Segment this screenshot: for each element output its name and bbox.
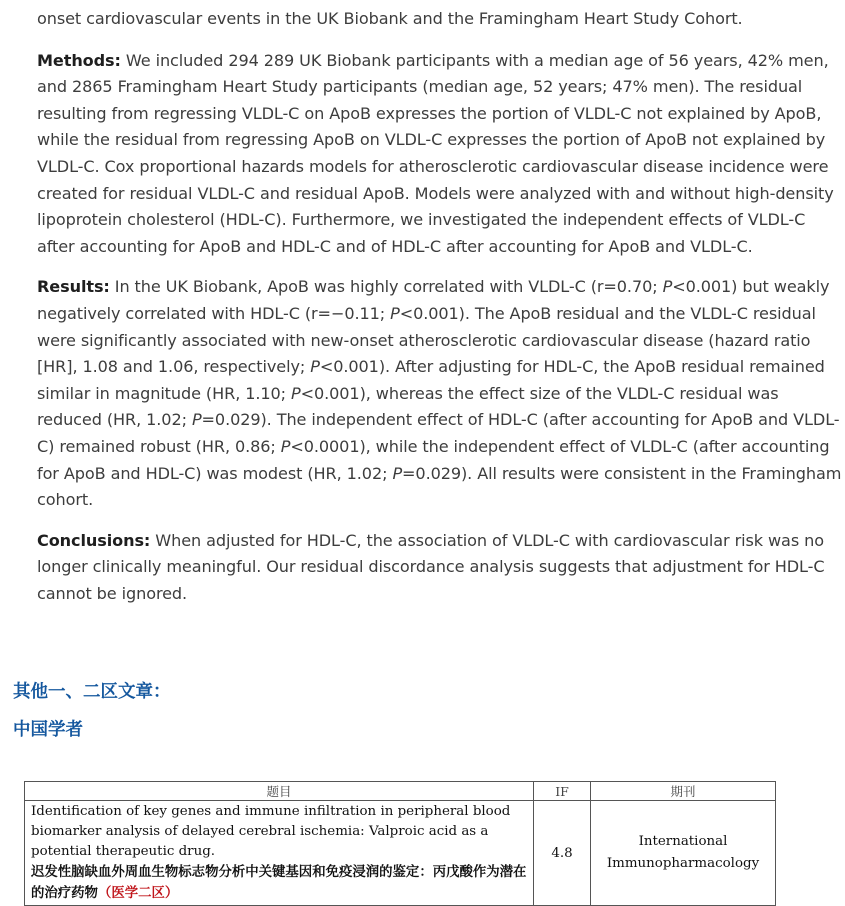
header-if: IF (534, 782, 591, 801)
papers-table (24, 781, 776, 906)
impact-factor: 4.8 (534, 801, 591, 906)
p-symbol: P (310, 357, 320, 377)
results-text: <0.001). After adjusting for HDL-C, the ApoB residual remained similar in magnitude (HR, 1.10; (37, 357, 825, 403)
paper-title-en: Identification of key genes and immune infiltration in peripheral blood biomarker analysis of delayed cerebral ischemia: Valproic acid as a potential therapeutic drug. (31, 804, 511, 859)
results-text: <0.001), whereas the effect size of the VLDL-C residual was reduced (HR, 1.02; (37, 383, 779, 430)
header-journal: 期刊 (591, 782, 776, 801)
p-symbol: P (662, 277, 673, 297)
journal-name: International Immunopharmacology (591, 801, 776, 906)
results-text: =0.029). The independent effect of HDL-C (after accounting for ApoB and VLDL-C) remained robust (HR, 0.86; (37, 410, 840, 456)
conclusions-label: Conclusions: (37, 530, 151, 550)
header-title: 题目 (25, 782, 534, 801)
p-symbol: P (280, 436, 291, 456)
methods-label: Methods: (37, 50, 121, 70)
p-symbol: P (392, 463, 403, 483)
p-symbol: P (390, 303, 400, 323)
results-text: <0.001). The ApoB residual and the VLDL-C residual were significantly associated with new-onset atherosclerotic cardiovascular disease (hazard ratio [HR], 1.08 and 1.06, respectively; (37, 303, 816, 377)
p-symbol: P (291, 383, 301, 403)
paper-title-cell (25, 801, 534, 906)
results-label: Results: (37, 277, 110, 297)
abstract-methods (37, 48, 842, 261)
p-symbol: P (191, 410, 202, 430)
zone-tag: （医学二区） (97, 885, 179, 901)
paper-title-cn: 迟发性脑缺血外周血生物标志物分析中关键基因和免疫浸润的鉴定：丙戊酸作为潜在的治疗药物 (31, 864, 527, 901)
intro-tail-text: onset cardiovascular events in the UK Biobank and the Framingham Heart Study Cohort. (37, 9, 743, 28)
conclusions-text: When adjusted for HDL-C, the association of VLDL-C with cardiovascular risk was no longer clinically meaningful. Our residual discordance analysis suggests that adjustment for HDL-C cannot be ignored. (37, 530, 825, 603)
table-header-row (25, 782, 776, 801)
results-text: In the UK Biobank, ApoB was highly correlated with VLDL-C (r=0.70; (109, 277, 663, 297)
table-row (25, 801, 776, 906)
results-text: <0.0001), while the independent effect of VLDL-C (after accounting for ApoB and HDL-C) was modest (HR, 1.02; (37, 436, 830, 483)
abstract-conclusions (37, 528, 842, 608)
abstract-results (37, 274, 842, 513)
results-text: =0.029). All results were consistent in the Framingham cohort. (37, 463, 842, 510)
results-text: <0.001) but weakly negatively correlated with HDL-C (r=−0.11; (37, 277, 830, 323)
sub-heading: 中国学者 (13, 720, 83, 740)
section-heading: 其他一、二区文章： (13, 682, 171, 702)
abstract-body (37, 6, 842, 621)
methods-text: We included 294 289 UK Biobank participants with a median age of 56 years, 42% men, and 2865 Framingham Heart Study participants (median age, 52 years; 47% men). The residual resulting from regressing VLDL-C on ApoB expresses the portion of VLDL-C not explained by ApoB, while the residual from regressing ApoB on VLDL-C expresses the portion of ApoB not explained by VLDL-C. Cox proportional hazards models for atherosclerotic cardiovascular disease incidence were created for residual VLDL-C and residual ApoB. Models were analyzed with and without high-density lipoprotein cholesterol (HDL-C). Furthermore, we investigated the independent effects of VLDL-C after accounting for ApoB and HDL-C and of HDL-C after accounting for ApoB and VLDL-C. (37, 50, 834, 256)
abstract-intro-tail (37, 6, 842, 33)
